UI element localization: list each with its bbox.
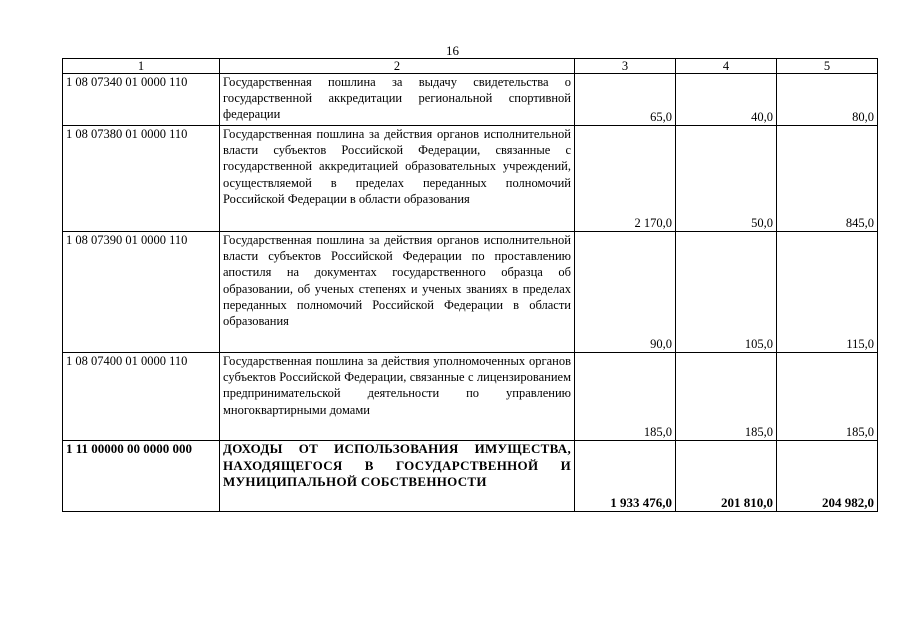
value-col5: 115,0 (777, 232, 878, 353)
column-header: 5 (777, 59, 878, 74)
value-col5: 80,0 (777, 74, 878, 126)
page-number: 16 (446, 43, 459, 58)
value-col3: 2 170,0 (575, 126, 676, 232)
value-col5: 185,0 (777, 353, 878, 441)
revenue-table (62, 58, 878, 512)
column-header: 4 (676, 59, 777, 74)
budget-code: 1 11 00000 00 0000 000 (63, 441, 220, 512)
table-row (63, 74, 878, 126)
revenue-name: Государственная пошлина за выдачу свидетельства о государственной аккредитации региональной спортивной федерации (220, 74, 575, 126)
value-col5: 845,0 (777, 126, 878, 232)
budget-code: 1 08 07400 01 0000 110 (63, 353, 220, 441)
budget-code: 1 08 07390 01 0000 110 (63, 232, 220, 353)
value-col4: 201 810,0 (676, 441, 777, 512)
revenue-name: Государственная пошлина за действия органов исполнительной власти субъектов Российской Федерации, связанные с государственной аккредитацией образовательных учреждений, осуществляемой в пределах переданных полномочий Российской Федерации в области образования (220, 126, 575, 232)
value-col4: 50,0 (676, 126, 777, 232)
value-col4: 40,0 (676, 74, 777, 126)
revenue-name: Государственная пошлина за действия органов исполнительной власти субъектов Российской Федерации по проставлению апостиля на документах государственного образца об образовании, об ученых степенях и ученых званиях в пределах переданных полномочий Российской Федерации в области образования (220, 232, 575, 353)
value-col5: 204 982,0 (777, 441, 878, 512)
value-col3: 1 933 476,0 (575, 441, 676, 512)
revenue-name: ДОХОДЫ ОТ ИСПОЛЬЗОВАНИЯ ИМУЩЕСТВА, НАХОДЯЩЕГОСЯ В ГОСУДАРСТВЕННОЙ И МУНИЦИПАЛЬНОЙ СОБСТВЕННОСТИ (220, 441, 575, 512)
value-col4: 185,0 (676, 353, 777, 441)
column-header: 3 (575, 59, 676, 74)
table-row (63, 232, 878, 353)
value-col3: 185,0 (575, 353, 676, 441)
revenue-name: Государственная пошлина за действия уполномоченных органов субъектов Российской Федерации, связанные с лицензированием предпринимательской деятельности по управлению многоквартирными домами (220, 353, 575, 441)
value-col3: 65,0 (575, 74, 676, 126)
budget-code: 1 08 07340 01 0000 110 (63, 74, 220, 126)
value-col3: 90,0 (575, 232, 676, 353)
table-row-total (63, 441, 878, 512)
budget-code: 1 08 07380 01 0000 110 (63, 126, 220, 232)
value-col4: 105,0 (676, 232, 777, 353)
table-row (63, 126, 878, 232)
column-header: 1 (63, 59, 220, 74)
table-row (63, 353, 878, 441)
column-header: 2 (220, 59, 575, 74)
table-header-row (63, 59, 878, 74)
